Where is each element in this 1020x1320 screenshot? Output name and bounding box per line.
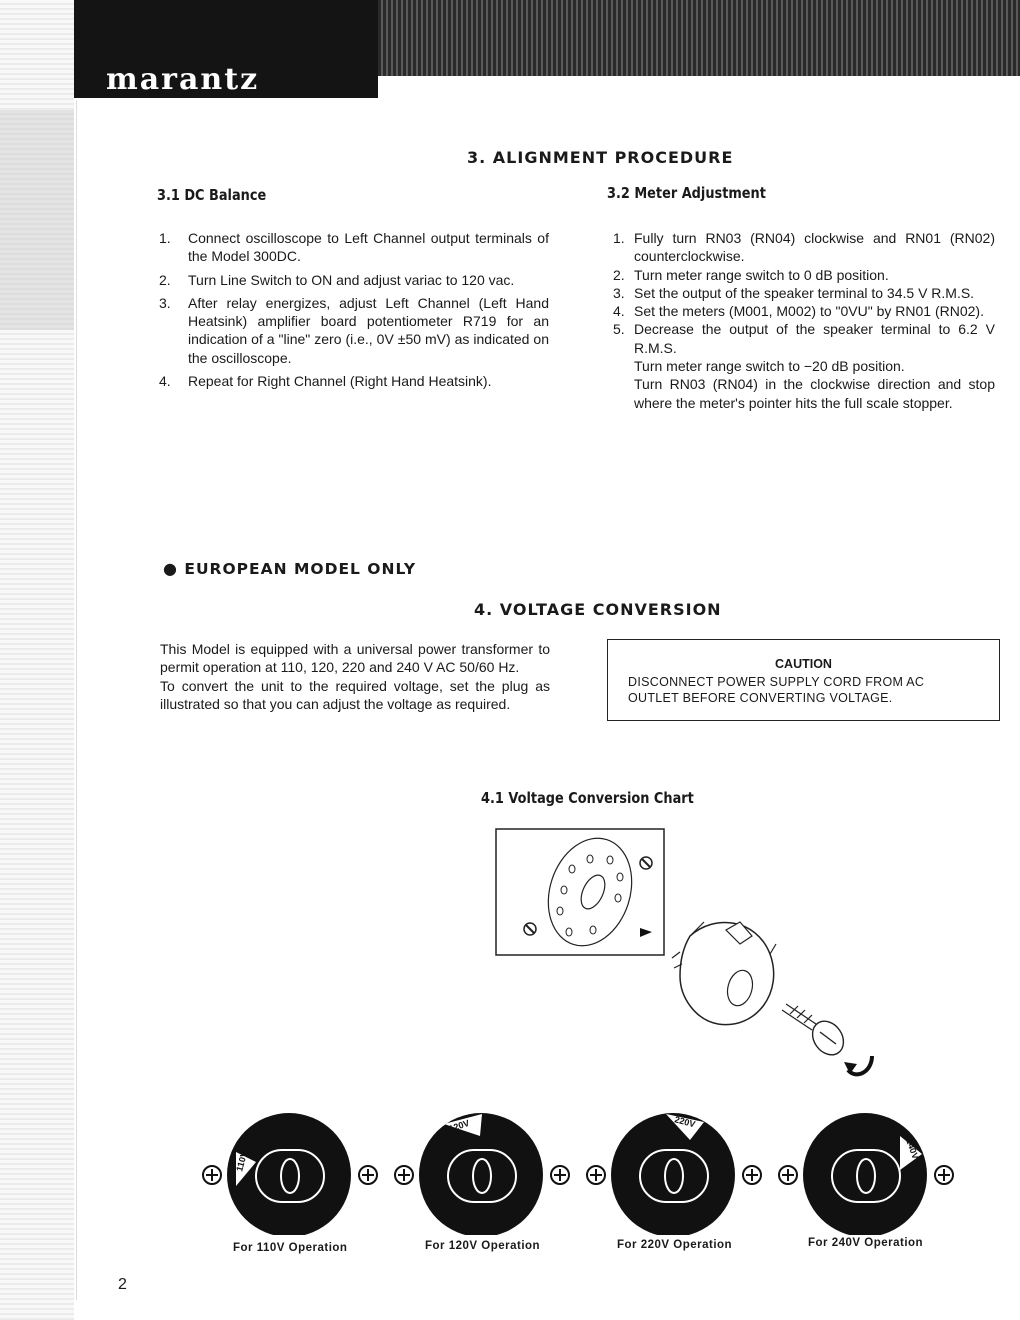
- selector-row: [196, 1110, 960, 1250]
- selector-disc: [611, 1113, 735, 1235]
- voltage-intro-para-2: To convert the unit to the required voltage, set the plug as illustrated so that you can adjust the voltage as required.: [160, 677, 550, 712]
- selector-120v: [388, 1110, 576, 1235]
- meter-adjustment-steps: [613, 229, 995, 412]
- list-item: 2. Turn meter range switch to 0 dB position.: [613, 266, 889, 283]
- terminal-screw-icon: [935, 1166, 953, 1184]
- list-item: 5. Decrease the output of the speaker terminal to 6.2 V R.M.S.: [613, 321, 995, 356]
- terminal-screw-icon: [203, 1166, 221, 1184]
- scan-edge-shade: [0, 110, 74, 330]
- voltage-intro-para-1: This Model is equipped with a universal power transformer to permit operation at 110, 120, 220 and 240 V AC 50/60 Hz.: [160, 641, 550, 676]
- caution-title: CAUTION: [775, 657, 832, 671]
- meter-adjustment-heading: 3.2 Meter Adjustment: [607, 184, 766, 202]
- list-item: 3. After relay energizes, adjust Left Channel (Left Hand Heatsink) amplifier board potentiometer R719 for an indication of a "line" zero (i.e., 0V ±50 mV) as indicated on the oscilloscope.: [159, 294, 549, 366]
- selector-disc: [419, 1113, 543, 1235]
- conversion-chart-heading: 4.1 Voltage Conversion Chart: [481, 789, 694, 807]
- terminal-screw-icon: [551, 1166, 569, 1184]
- fixing-screw: [782, 1004, 850, 1061]
- caption-220v: For 220V Operation: [617, 1239, 733, 1251]
- meter-extra-2: Turn RN03 (RN04) in the clockwise direction and stop where the meter's pointer hits the full scale stopper.: [634, 376, 995, 411]
- voltage-tag: 120V: [447, 1117, 471, 1134]
- page-number: 2: [118, 1276, 127, 1293]
- voltage-tag: 110V: [234, 1150, 250, 1173]
- dc-balance-heading: 3.1 DC Balance: [157, 186, 267, 204]
- list-item: 3. Set the output of the speaker terminal to 34.5 V R.M.S.: [613, 284, 975, 301]
- selector-110v: [196, 1110, 384, 1235]
- dc-balance-steps: [159, 229, 549, 395]
- header-texture: [378, 0, 1020, 76]
- terminal-screw-icon: [743, 1166, 761, 1184]
- caution-body: DISCONNECT POWER SUPPLY CORD FROM AC OUTLET BEFORE CONVERTING VOLTAGE.: [628, 675, 925, 705]
- voltage-intro: [160, 640, 550, 713]
- list-item: 2. Turn Line Switch to ON and adjust variac to 120 vac.: [159, 271, 515, 288]
- european-model-label: ● EUROPEAN MODEL ONLY: [163, 559, 417, 578]
- voltage-tag: 240V: [904, 1137, 921, 1161]
- section-4-title: 4. VOLTAGE CONVERSION: [474, 600, 722, 619]
- meter-extra-1: Turn meter range switch to −20 dB position.: [634, 358, 905, 375]
- panel-outline: [496, 829, 664, 955]
- margin-line: [76, 100, 77, 1300]
- list-item: 1. Fully turn RN03 (RN04) clockwise and RN01 (RN02) counterclockwise.: [613, 230, 995, 265]
- brand-logo: marantz: [106, 62, 260, 97]
- selector-illustration: [494, 826, 894, 1086]
- list-item: 4. Set the meters (M001, M002) to "0VU" by RN01 (RN02).: [613, 303, 984, 320]
- caption-240v: For 240V Operation: [808, 1237, 924, 1249]
- selector-disc: [803, 1113, 927, 1235]
- terminal-screw-icon: [395, 1166, 413, 1184]
- terminal-screw-icon: [359, 1166, 377, 1184]
- panel-screw-icon: [524, 923, 536, 935]
- caution-box: [607, 639, 1000, 721]
- caption-120v: For 120V Operation: [425, 1240, 541, 1252]
- list-item: 4. Repeat for Right Channel (Right Hand Heatsink).: [159, 373, 492, 390]
- terminal-screw-icon: [587, 1166, 605, 1184]
- selector-220v: [580, 1110, 768, 1235]
- selector-240v: [772, 1110, 960, 1235]
- bullet-icon: ●: [163, 559, 178, 578]
- voltage-tag: 220V: [673, 1114, 697, 1130]
- panel-screw-icon: [640, 857, 652, 869]
- caption-110v: For 110V Operation: [233, 1242, 348, 1254]
- rotate-arrowhead-icon: [844, 1062, 857, 1074]
- selector-plug: [672, 922, 776, 1025]
- list-item: 1. Connect oscilloscope to Left Channel output terminals of the Model 300DC.: [159, 230, 549, 265]
- terminal-screw-icon: [779, 1166, 797, 1184]
- section-3-title: 3. ALIGNMENT PROCEDURE: [467, 148, 734, 167]
